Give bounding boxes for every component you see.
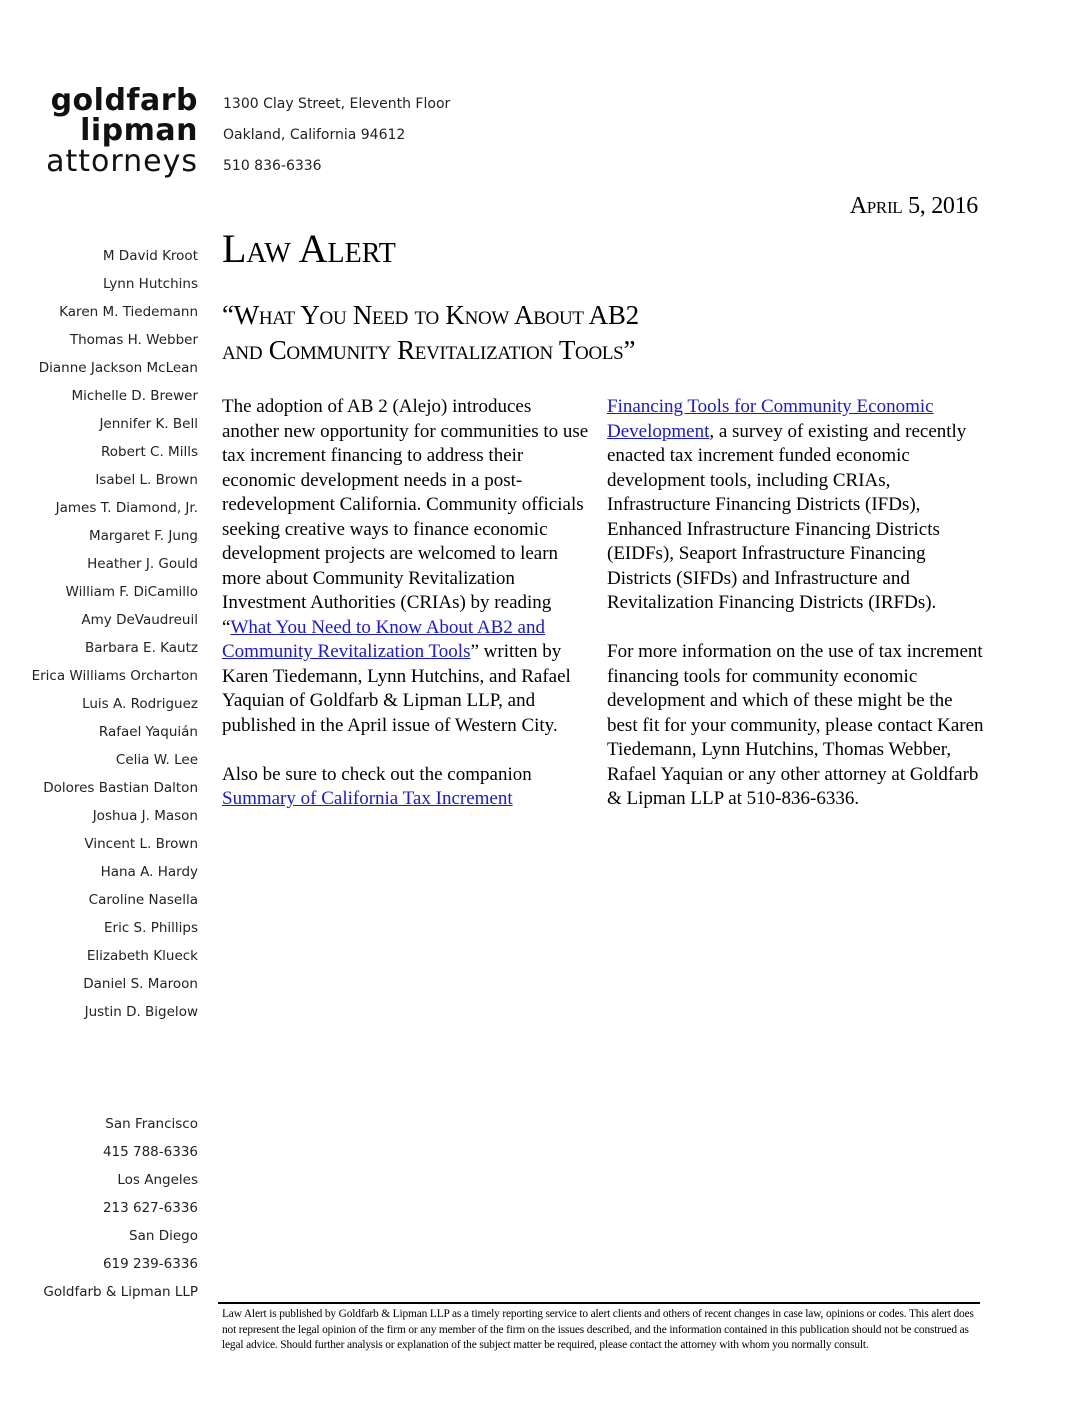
attorney-name: Hana A. Hardy bbox=[100, 864, 198, 880]
attorney-name: Caroline Nasella bbox=[88, 892, 198, 908]
attorney-name: Isabel L. Brown bbox=[95, 472, 198, 488]
attorney-name: Celia W. Lee bbox=[115, 752, 198, 768]
footer-divider bbox=[218, 1302, 980, 1304]
attorney-name: Heather J. Gould bbox=[87, 556, 198, 572]
body-column-left bbox=[222, 395, 592, 836]
attorney-name: Rafael Yaquián bbox=[98, 724, 198, 740]
summary-link-part-2[interactable]: Financing Tools for Community Economic Development bbox=[607, 396, 934, 442]
office-phone-sd: 619 239-6336 bbox=[102, 1256, 198, 1272]
attorney-name: Lynn Hutchins bbox=[103, 276, 198, 292]
attorney-name: Dianne Jackson McLean bbox=[38, 360, 198, 376]
footer-disclaimer: Law Alert is published by Goldfarb & Lipman LLP as a timely reporting service to alert clients and others of recent changes in case law, opinions or codes. This alert does not represent the legal opinion of the firm or any member of the firm on the issues described, and the information contained in this publication should not be construed as legal advice. Should further analysis or explanation of the subject matter be required, please contact the attorney with whom you normally consult. bbox=[222, 1308, 974, 1351]
attorney-name: M David Kroot bbox=[102, 248, 198, 264]
attorney-name: Erica Williams Orcharton bbox=[31, 668, 198, 684]
attorney-roster bbox=[10, 246, 198, 1030]
attorney-name: Barbara E. Kautz bbox=[85, 640, 198, 656]
logo-goldfarb: goldfarb bbox=[50, 83, 198, 118]
office-city-la: Los Angeles bbox=[117, 1172, 198, 1188]
office-city-sf: San Francisco bbox=[105, 1116, 198, 1132]
attorney-name: Luis A. Rodriguez bbox=[82, 696, 198, 712]
article-link[interactable]: What You Need to Know About AB2 and Community Revitalization Tools bbox=[222, 616, 545, 662]
paragraph-companion: Also be sure to check out the companion Summary of California Tax Increment bbox=[222, 763, 532, 809]
paragraph-intro: The adoption of AB 2 (Alejo) introduces another new opportunity for communities to use tax increment financing to address their economic development needs in a post-redevelopment California. Community officials seeking creative ways to finance economic development projects are welcomed to learn more about Community Revitalization Investment Authorities (CRIAs) by reading “What You Need to Know About AB2 and Community Revitalization Tools” written by Karen Tiedemann, Lynn Hutchins, and Rafael Yaquian of Goldfarb & Lipman LLP, and published in the April issue of Western City. bbox=[222, 396, 589, 736]
office-list bbox=[10, 1114, 198, 1310]
headline-line-1: “What You Need to Know About AB2 bbox=[222, 300, 639, 330]
attorney-name: Thomas H. Webber bbox=[69, 332, 198, 348]
attorney-name: William F. DiCamillo bbox=[65, 584, 198, 600]
attorney-name: Eric S. Phillips bbox=[104, 920, 198, 936]
attorney-name: Karen M. Tiedemann bbox=[59, 304, 198, 320]
paragraph-companion-continued: Financing Tools for Community Economic Development, a survey of existing and recently enacted tax increment funded economic development tools, including CRIAs, Infrastructure Financing Districts (IFDs), Enhanced Infrastructure Financing Districts (EIDFs), Seaport Infrastructure Financing Districts (SIFDs) and Infrastructure and Revitalization Financing Districts (IRFDs). bbox=[607, 396, 967, 613]
address-phone: 510 836-6336 bbox=[223, 158, 322, 174]
attorney-name: Amy DeVaudreuil bbox=[81, 612, 198, 628]
attorney-name: Justin D. Bigelow bbox=[84, 1004, 198, 1020]
logo-attorneys: attorneys bbox=[46, 144, 198, 179]
summary-link-part-1[interactable]: Summary of California Tax Increment bbox=[222, 788, 513, 809]
attorney-name: Elizabeth Klueck bbox=[86, 948, 198, 964]
attorney-name: Michelle D. Brewer bbox=[71, 388, 198, 404]
logo-lipman: lipman bbox=[80, 113, 198, 148]
attorney-name: Jennifer K. Bell bbox=[99, 416, 198, 432]
office-phone-la: 213 627-6336 bbox=[102, 1200, 198, 1216]
attorney-name: Vincent L. Brown bbox=[84, 836, 198, 852]
address-city: Oakland, California 94612 bbox=[223, 127, 406, 143]
attorney-name: Daniel S. Maroon bbox=[83, 976, 198, 992]
attorney-name: Dolores Bastian Dalton bbox=[43, 780, 198, 796]
firm-address bbox=[223, 94, 450, 187]
firm-logo bbox=[40, 83, 198, 179]
office-phone-sf: 415 788-6336 bbox=[102, 1144, 198, 1160]
attorney-name: Robert C. Mills bbox=[101, 444, 198, 460]
office-city-sd: San Diego bbox=[129, 1228, 198, 1244]
attorney-name: Joshua J. Mason bbox=[92, 808, 198, 824]
article-headline bbox=[222, 298, 639, 368]
publication-date: April 5, 2016 bbox=[849, 193, 978, 219]
address-street: 1300 Clay Street, Eleventh Floor bbox=[223, 96, 451, 112]
paragraph-contact: For more information on the use of tax increment financing tools for community economic development and which of these might be the best fit for your community, please contact Karen Tiedemann, Lynn Hutchins, Thomas Webber, Rafael Yaquian or any other attorney at Goldfarb & Lipman LLP at 510-836-6336. bbox=[607, 641, 984, 809]
page-title: Law Alert bbox=[222, 226, 396, 271]
firm-name: Goldfarb & Lipman LLP bbox=[43, 1284, 198, 1300]
attorney-name: Margaret F. Jung bbox=[88, 528, 198, 544]
headline-line-2: and Community Revitalization Tools” bbox=[222, 335, 636, 365]
attorney-name: James T. Diamond, Jr. bbox=[55, 500, 198, 516]
body-column-right bbox=[607, 395, 987, 836]
